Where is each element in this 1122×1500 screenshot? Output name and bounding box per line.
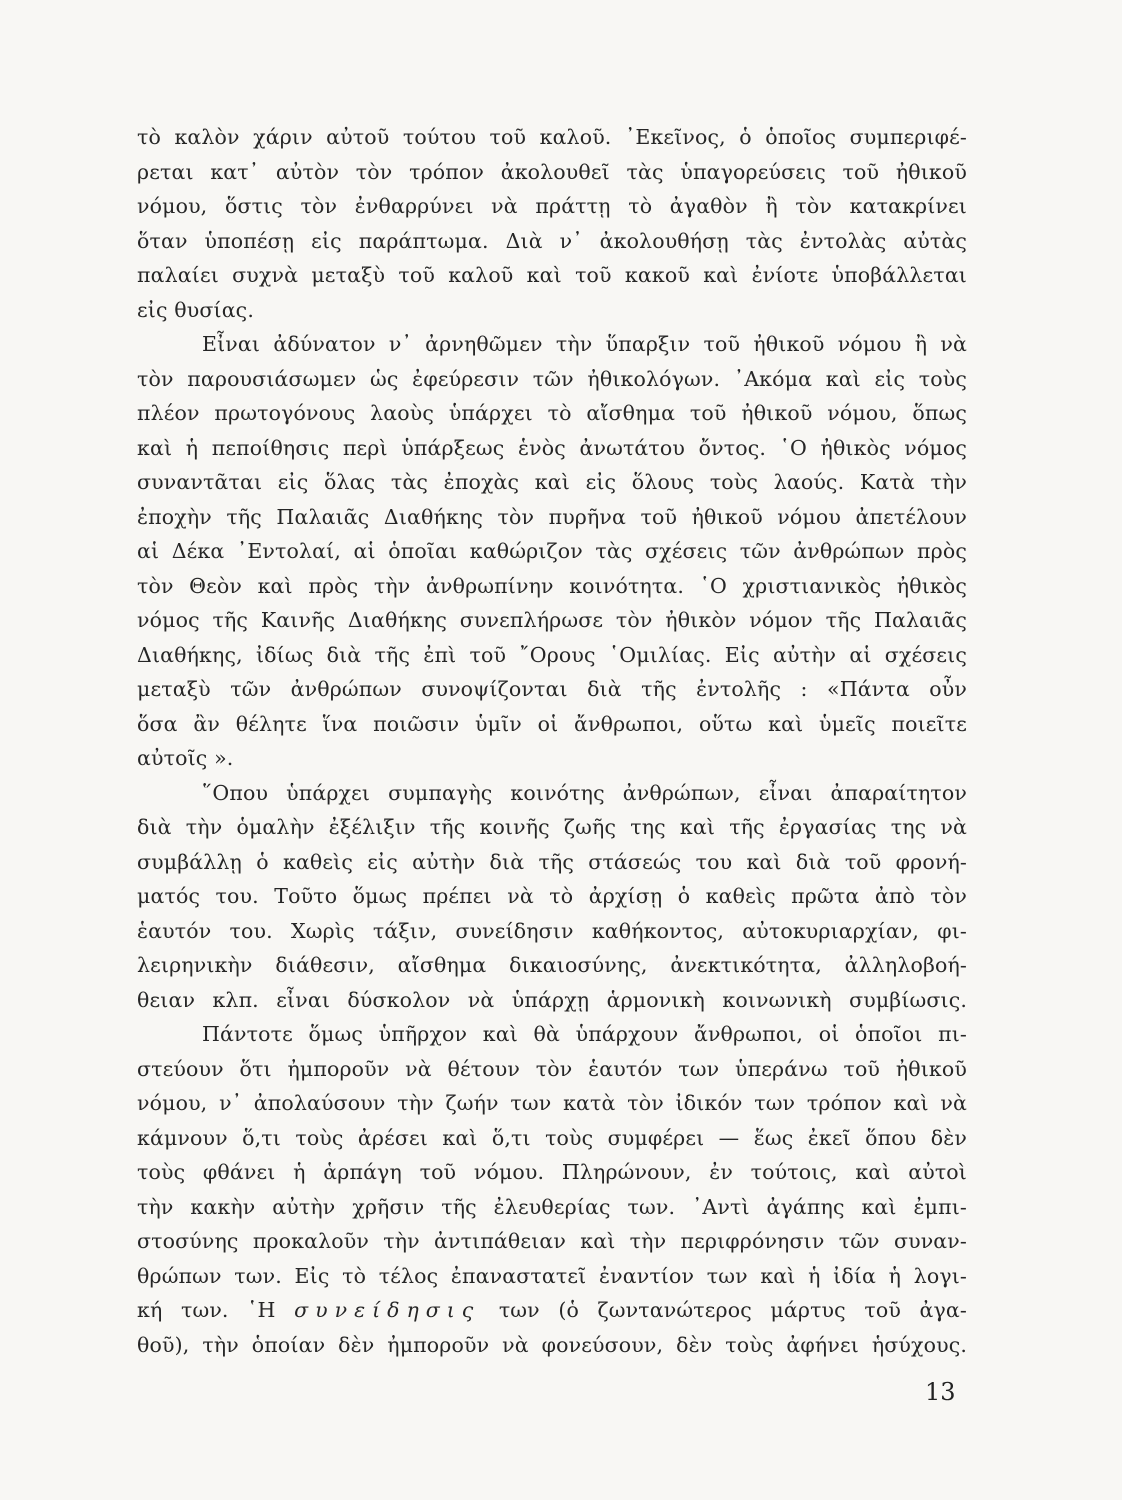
text-line: πλέον πρωτογόνους λαοὺς ὑπάρχει τὸ αἴσθημα τοῦ ἠθικοῦ νόμου, ὅπως bbox=[137, 401, 967, 425]
text-line-spaced bbox=[137, 1293, 967, 1328]
page-number: 13 bbox=[925, 1378, 956, 1406]
text-line: αἱ Δέκα ᾿Εντολαί, αἱ ὁποῖαι καθώριζον τὰς σχέσεις τῶν ἀνθρώπων πρὸς bbox=[137, 539, 967, 563]
body-text bbox=[137, 120, 967, 1362]
text-line: θρώπων των. Εἰς τὸ τέλος ἐπαναστατεῖ ἐναντίον των καὶ ἡ ἰδία ἡ λογι- bbox=[137, 1263, 967, 1288]
text-line: νόμος τῆς Καινῆς Διαθήκης συνεπλήρωσε τὸν ἠθικὸν νόμον τῆς Παλαιᾶς bbox=[137, 608, 967, 632]
text-line: ὅταν ὑποπέσῃ εἰς παράπτωμα. Διὰ ν᾿ ἀκολουθήσῃ τὰς ἐντολὰς αὐτὰς bbox=[137, 228, 967, 253]
text-line: τὴν κακὴν αὐτὴν χρῆσιν τῆς ἐλευθερίας των. ᾿Αντὶ ἀγάπης καὶ ἐμπι- bbox=[137, 1194, 967, 1219]
text-line: τὸ καλὸν χάριν αὐτοῦ τούτου τοῦ καλοῦ. ᾿Εκεῖνος, ὁ ὁποῖος συμπεριφέ- bbox=[137, 125, 967, 149]
text-line: νόμου, ὅστις τὸν ἐνθαρρύνει νὰ πράττῃ τὸ ἀγαθὸν ἢ τὸν κατακρίνει bbox=[137, 194, 967, 218]
text-line: κάμνουν ὅ,τι τοὺς ἀρέσει καὶ ὅ,τι τοὺς συμφέρει — ἕως ἐκεῖ ὅπου δὲν bbox=[137, 1125, 967, 1150]
text-line: τοὺς φθάνει ἡ ἁρπάγη τοῦ νόμου. Πληρώνουν, ἐν τούτοις, καὶ αὐτοὶ bbox=[137, 1160, 967, 1184]
text-line: ρεται κατ᾿ αὐτὸν τὸν τρόπον ἀκολουθεῖ τὰς ὑπαγορεύσεις τοῦ ἠθικοῦ bbox=[137, 159, 967, 184]
text-line: λειρηνικὴν διάθεσιν, αἴσθημα δικαιοσύνης, ἀνεκτικότητα, ἀλληλοβοή- bbox=[137, 953, 967, 977]
text-line: θοῦ), τὴν ὁποίαν δὲν ἠμποροῦν νὰ φονεύσουν, δὲν τοὺς ἀφήνει ἡσύχους. bbox=[137, 1332, 967, 1357]
text-line: ὅσα ἂν θέλητε ἵνα ποιῶσιν ὑμῖν οἱ ἄνθρωποι, οὕτω καὶ ὑμεῖς ποιεῖτε bbox=[137, 711, 967, 736]
text-line: μεταξὺ τῶν ἀνθρώπων συνοψίζονται διὰ τῆς ἐντολῆς : «Πάντα οὖν bbox=[137, 677, 967, 701]
text-line: στεύουν ὅτι ἠμποροῦν νὰ θέτουν τὸν ἑαυτόν των ὑπεράνω τοῦ ἠθικοῦ bbox=[137, 1056, 967, 1081]
text-line: ῞Οπου ὑπάρχει συμπαγὴς κοινότης ἀνθρώπων, εἶναι ἀπαραίτητον bbox=[202, 780, 967, 805]
text-line: συμβάλλῃ ὁ καθεὶς εἰς αὐτὴν διὰ τῆς στάσεώς του καὶ διὰ τοῦ φρονή- bbox=[137, 849, 967, 874]
text-fragment: κή των. ῾Η bbox=[137, 1298, 276, 1322]
text-line: διὰ τὴν ὁμαλὴν ἐξέλιξιν τῆς κοινῆς ζωῆς της καὶ τῆς ἐργασίας της νὰ bbox=[137, 815, 967, 839]
emphasized-word: συνείδησις bbox=[294, 1298, 481, 1322]
text-line: Εἶναι ἀδύνατον ν᾿ ἀρνηθῶμεν τὴν ὕπαρξιν τοῦ ἠθικοῦ νόμου ἢ νὰ bbox=[202, 332, 967, 356]
text-line: νόμου, ν᾿ ἀπολαύσουν τὴν ζωήν των κατὰ τὸν ἰδικόν των τρόπον καὶ νὰ bbox=[137, 1091, 967, 1115]
text-line: Διαθήκης, ἰδίως διὰ τῆς ἐπὶ τοῦ ῎Ορους ῾Ομιλίας. Εἰς αὐτὴν αἱ σχέσεις bbox=[137, 642, 967, 667]
text-line: Πάντοτε ὅμως ὑπῆρχον καὶ θὰ ὑπάρχουν ἄνθρωποι, οἱ ὁποῖοι πι- bbox=[202, 1022, 967, 1046]
text-line: καὶ ἡ πεποίθησις περὶ ὑπάρξεως ἑνὸς ἀνωτάτου ὄντος. ῾Ο ἠθικὸς νόμος bbox=[137, 435, 967, 460]
text-line: τὸν Θεὸν καὶ πρὸς τὴν ἀνθρωπίνην κοινότητα. ῾Ο χριστιανικὸς ἠθικὸς bbox=[137, 573, 967, 598]
text-line: αὐτοῖς ». bbox=[137, 746, 234, 770]
text-line: τὸν παρουσιάσωμεν ὡς ἐφεύρεσιν τῶν ἠθικολόγων. ᾿Ακόμα καὶ εἰς τοὺς bbox=[137, 366, 967, 391]
text-line: εἰς θυσίας. bbox=[137, 297, 254, 322]
text-line: ἐποχὴν τῆς Παλαιᾶς Διαθήκης τὸν πυρῆνα τοῦ ἠθικοῦ νόμου ἀπετέλουν bbox=[137, 504, 967, 529]
text-line: συναντᾶται εἰς ὅλας τὰς ἐποχὰς καὶ εἰς ὅλους τοὺς λαούς. Κατὰ τὴν bbox=[137, 470, 967, 494]
text-line: θειαν κλπ. εἶναι δύσκολον νὰ ὑπάρχῃ ἁρμονικὴ κοινωνικὴ συμβίωσις. bbox=[137, 987, 967, 1012]
text-line: ματός του. Τοῦτο ὅμως πρέπει νὰ τὸ ἀρχίσῃ ὁ καθεὶς πρῶτα ἀπὸ τὸν bbox=[137, 884, 967, 908]
text-line: ἑαυτόν του. Χωρὶς τάξιν, συνείδησιν καθήκοντος, αὐτοκυριαρχίαν, φι- bbox=[137, 918, 967, 943]
text-line: παλαίει συχνὰ μεταξὺ τοῦ καλοῦ καὶ τοῦ κακοῦ καὶ ἐνίοτε ὑποβάλλεται bbox=[137, 263, 967, 287]
text-line: στοσύνης προκαλοῦν τὴν ἀντιπάθειαν καὶ τὴν περιφρόνησιν τῶν συναν- bbox=[137, 1229, 967, 1253]
text-fragment: των (ὁ ζωντανώτερος μάρτυς τοῦ ἀγα- bbox=[498, 1298, 967, 1322]
